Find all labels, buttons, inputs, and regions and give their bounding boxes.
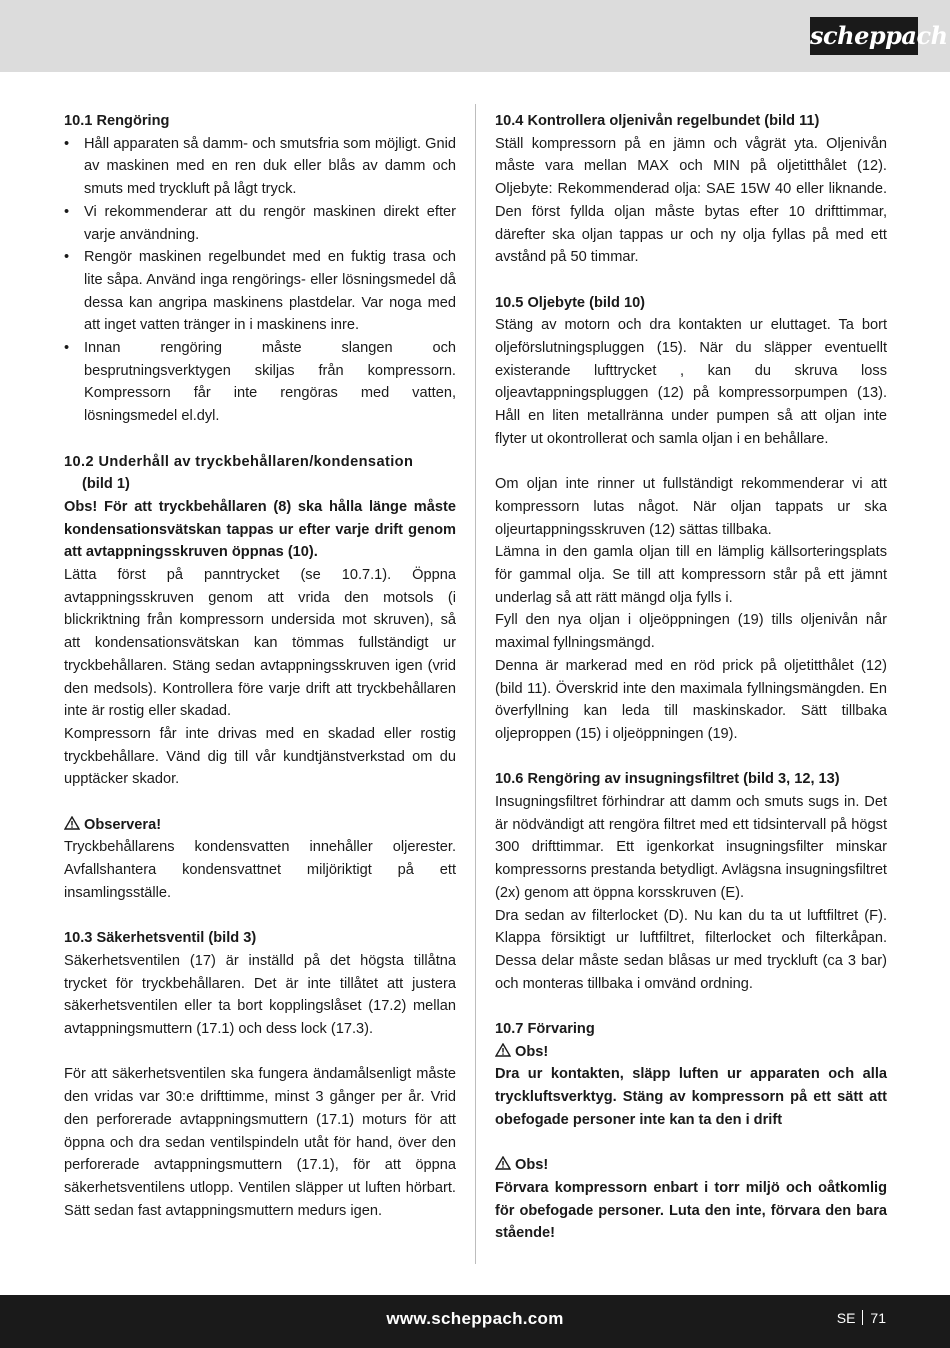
section-10-2-paragraph: Lätta först på panntrycket (se 10.7.1). Öppna avtappningsskruven genom att vrida den motsols (i blickriktning från kompressorn undersida mot skruven), så att kondensationsvätskan kan tömmas fullständigt ur tryckbehållaren. Stäng sedan avtappningsskruven igen (vrid den medsols). Kontrollera före varje drift att tryckbehållaren inte är rostig eller skadad.: [64, 567, 456, 720]
section-10-5-paragraph: Stäng av motorn och dra kontakten ur eluttaget. Ta bort oljeförslutningspluggen (15). När du släpper eventuellt existerande lufttrycket , kan du skruva loss oljeavtappningspluggen (12) på kompressorpumpen (13). Håll en liten metallränna under pumpen så att oljan inte flyter ut okontrollerat och samla oljan i en behållare.: [495, 317, 887, 447]
section-10-5-title: 10.5 Oljebyte (bild 10): [495, 294, 646, 311]
warning-triangle-icon: [64, 816, 80, 830]
section-10-3-paragraph: Säkerhetsventilen (17) är inställd på det högsta tillåtna trycket för tryckbehållaren. Det är inte tillåtet att justera säkerhetsventilen eller ta bort kopplingslåset (17.2) mellan avtappningsmuttern (17.1) och dess lock (17.3).: [64, 952, 456, 1038]
list-item: • Vi rekommenderar att du rengör maskinen direkt efter varje användning.: [64, 201, 456, 246]
observe-title: Observera!: [84, 816, 162, 833]
obs-title: Obs!: [515, 1157, 549, 1174]
cleaning-bullet-list: [64, 133, 456, 428]
list-item: • Håll apparaten så damm- och smutsfria som möjligt. Gnid av maskinen med en ren duk eller blås av damm och smuts med tryckluft på lågt tryck.: [64, 133, 456, 201]
section-10-4-paragraph: Ställ kompressorn på en jämn och vågrät yta. Oljenivån måste vara mellan MAX och MIN på oljetitthålet (12). Oljebyte: Rekommenderad olja: SAE 15W 40 eller liknande. Den först fyllda oljan måste bytas efter 10 drifttimmar, därefter ska oljan tappas ur och ny olja fyllas på med ett avstånd på 50 timmar.: [495, 135, 887, 266]
section-10-6-paragraph: Insugningsfiltret förhindrar att damm och smuts sugs in. Det är nödvändigt att rengöra filtret med ett tidsintervall på högst 300 drifttimmar. Ett igenkorkat insugningsfilter minskar kompressorns prestanda betydligt. Avlägsna insugningsfiltret (2x) genom att öppna korsskruven (E).: [495, 794, 887, 901]
observe-heading: [64, 814, 456, 837]
obs-text: Förvara kompressorn enbart i torr miljö och oåtkomlig för obefogade personer. Luta den inte, förvara den bara stående!: [495, 1179, 887, 1242]
scheppach-logo: scheppach: [810, 17, 918, 55]
section-10-4-title: 10.4 Kontrollera oljenivån regelbundet (bild 11): [495, 113, 820, 129]
section-10-6-title: 10.6 Rengöring av insugningsfiltret (bild 3, 12, 13): [495, 771, 840, 788]
warning-triangle-icon: [495, 1156, 511, 1170]
footer-website-link[interactable]: www.scheppach.com: [386, 1309, 564, 1328]
obs-title: Obs!: [515, 1043, 549, 1060]
warning-triangle-icon: [495, 1043, 511, 1057]
list-item: • Innan rengöring måste slangen och besprutningsverktygen skiljas från kompressorn. Kompressorn får inte rengöras med vatten, lösningsmedel el.dyl.: [64, 337, 456, 428]
observe-text: Tryckbehållarens kondensvatten innehåller oljerester. Avfallshantera kondensvattnet miljöriktigt på ett insamlingsställe.: [64, 839, 456, 901]
section-10-3-paragraph: För att säkerhetsventilen ska fungera ändamålsenligt måste den vridas var 30:e drifttimme, minst 3 gånger per år. Vrid den perforerade avtappningsmuttern (17.1) moturs för att öppna och dra sedan ventilspindeln utåt för hand, över den perforerade avtappningsmuttern (17.1), för att öppna säkerhetsventilens utlopp. Ventilen släpper ut luften hörbart. Sätt sedan fast avtappningsmuttern medurs igen.: [64, 1066, 456, 1219]
section-10-6-paragraph: Dra sedan av filterlocket (D). Nu kan du ta ut luftfiltret (F). Klappa försiktigt ur luftfiltret, filterlocket och filterkåpan. Dessa delar måste sedan blåsas ur med tryckluft (ca 3 bar) och monteras tillbaka i omvänd ordning.: [495, 907, 887, 992]
column-divider: [475, 104, 476, 1264]
right-column: [495, 110, 887, 1245]
section-10-1-title: 10.1 Rengöring: [64, 113, 170, 129]
section-10-2-title-continued: (bild 1): [82, 476, 130, 493]
section-10-5-paragraph: Lämna in den gamla oljan till en lämplig källsorteringsplats för gammal olja. Se till att kompressorn står på ett jämnt underlag så att rätt mängd olja fylls i.: [495, 544, 887, 606]
section-10-2-title: 10.2 Underhåll av tryckbehållaren/kondensation: [64, 453, 414, 470]
section-10-5-paragraph: Om oljan inte rinner ut fullständigt rekommenderar vi att kompressorn lutas något. När oljan tappats ur ska oljeurtappningsskruven (12) sättas tillbaka.: [495, 476, 887, 538]
page-number: 71: [870, 1310, 886, 1326]
page-separator: [862, 1310, 863, 1325]
obs-text: Dra ur kontakten, släpp luften ur apparaten och alla tryckluftsverktyg. Stäng av kompressorn på ett sätt att obefogade personer inte kan ta den i drift: [495, 1066, 887, 1128]
header-band: [0, 0, 950, 72]
footer-page-indicator: [837, 1310, 886, 1326]
section-10-7-title: 10.7 Förvaring: [495, 1021, 595, 1038]
language-code: SE: [836, 1310, 856, 1326]
obs-heading: [495, 1041, 887, 1064]
section-10-2-bold-note: Obs! För att tryckbehållaren (8) ska hålla länge måste kondensationsvätskan tappas ur efter varje drift genom att avtappningsskruven öppnas (10).: [64, 498, 456, 561]
section-10-3-title: 10.3 Säkerhetsventil (bild 3): [64, 930, 257, 947]
section-10-5-paragraph: Denna är markerad med en röd prick på oljetitthålet (12) (bild 11). Överskrid inte den maximala fyllningsmängden. En överfyllning kan leda till maskinskador. Sätt tillbaka oljeproppen (15) i oljeöppningen (19).: [495, 657, 887, 742]
section-10-2-paragraph: Kompressorn får inte drivas med en skadad eller rostig tryckbehållare. Vänd dig till vår kundtjänstverkstad om du upptäcker skador.: [64, 725, 456, 788]
obs-heading: [495, 1154, 887, 1177]
left-column: [64, 110, 456, 1222]
section-10-5-paragraph: Fyll den nya oljan i oljeöppningen (19) tills oljenivån når maximal fyllningsmängd.: [495, 612, 887, 652]
list-item: • Rengör maskinen regelbundet med en fuktig trasa och lite såpa. Använd inga rengörings- eller lösningsmedel då dessa kan angripa maskinens plastdelar. Var noga med att inget vatten tränger in i maskinens inre.: [64, 246, 456, 337]
